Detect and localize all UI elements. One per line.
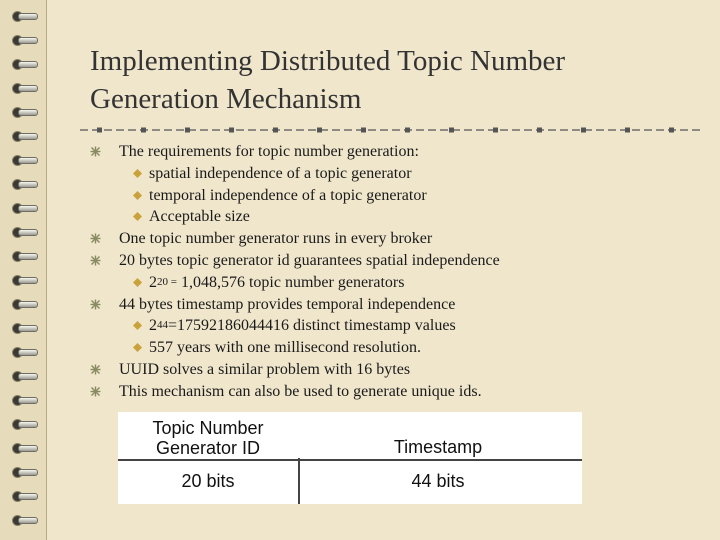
binding-ring-icon — [10, 152, 34, 168]
sub-bullet-text: Acceptable size — [149, 208, 250, 226]
binding-ring-icon — [10, 128, 34, 144]
slide-title-line-1: Implementing Distributed Topic Number — [90, 45, 566, 77]
sub-bullet-text: spatial independence of a topic generator — [149, 164, 412, 182]
sub-bullet-item — [90, 272, 700, 294]
asterisk-bullet-icon — [90, 233, 101, 244]
asterisk-bullet-icon — [90, 364, 101, 375]
bullet-item — [90, 228, 700, 250]
bullet-item — [90, 381, 700, 403]
asterisk-bullet-icon — [90, 299, 101, 310]
bullet-text: The requirements for topic number generation: — [119, 143, 419, 160]
diamond-bullet-icon — [133, 169, 142, 178]
diagram-horizontal-line — [118, 459, 582, 461]
bullet-text: 44 bytes timestamp provides temporal independence — [119, 295, 456, 313]
binding-ring-icon — [10, 296, 34, 312]
sub-bullet-item — [90, 315, 700, 337]
bullet-list — [90, 141, 700, 403]
dashed-divider — [80, 126, 700, 134]
bullet-text: 20 bytes topic generator id guarantees spatial independence — [119, 251, 500, 269]
bullet-item — [90, 359, 700, 381]
generator-id-header — [134, 418, 282, 458]
slide-title — [90, 42, 700, 118]
power-exponent: 44 — [157, 319, 168, 332]
slide-title-line-2: Generation Mechanism — [90, 83, 362, 115]
sub-bullet-item — [90, 185, 700, 207]
topic-number-layout-diagram — [118, 412, 582, 504]
bullet-item — [90, 250, 700, 272]
diamond-bullet-icon — [133, 343, 142, 352]
diamond-bullet-icon — [133, 212, 142, 221]
sub-bullet-text — [149, 317, 456, 334]
bullet-text: This mechanism can also be used to generate unique ids. — [119, 382, 482, 400]
power-rest: =17592186044416 distinct timestamp values — [168, 317, 456, 335]
binding-ring-icon — [10, 248, 34, 264]
binding-ring-icon — [10, 104, 34, 120]
binding-ring-icon — [10, 344, 34, 360]
binding-ring-icon — [10, 224, 34, 240]
diagram-vertical-line — [298, 458, 300, 504]
sub-bullet-text: 557 years with one millisecond resolution. — [149, 339, 421, 357]
asterisk-bullet-icon — [90, 386, 101, 397]
binding-ring-icon — [10, 320, 34, 336]
timestamp-bits: 44 bits — [411, 471, 465, 491]
binding-ring-icon — [10, 416, 34, 432]
diamond-bullet-icon — [133, 321, 142, 330]
bullet-text: UUID solves a similar problem with 16 bytes — [119, 360, 411, 378]
diamond-bullet-icon — [133, 278, 142, 287]
sub-bullet-item — [90, 206, 700, 228]
generator-id-header-line-1: Topic Number — [152, 418, 264, 438]
power-base: 2 — [149, 317, 157, 335]
diamond-bullet-icon — [133, 191, 142, 200]
binding-ring-icon — [10, 200, 34, 216]
binding-ring-icon — [10, 56, 34, 72]
generator-id-bits: 20 bits — [181, 471, 235, 491]
binding-ring-icon — [10, 512, 34, 528]
bullet-item — [90, 141, 700, 163]
binding-ring-icon — [10, 368, 34, 384]
sub-bullet-text: temporal independence of a topic generator — [149, 186, 427, 204]
power-base: 2 — [149, 273, 157, 291]
timestamp-header: Timestamp — [393, 437, 483, 457]
bullet-item — [90, 294, 700, 316]
power-exponent: 20 = — [157, 275, 177, 288]
binding-ring-icon — [10, 8, 34, 24]
binding-ring-icon — [10, 272, 34, 288]
generator-id-header-line-2: Generator ID — [155, 438, 261, 458]
bullet-text: One topic number generator runs in every broker — [119, 230, 433, 248]
binding-ring-icon — [10, 32, 34, 48]
binding-ring-icon — [10, 488, 34, 504]
binding-ring-icon — [10, 176, 34, 192]
sub-bullet-item — [90, 337, 700, 359]
power-rest: 1,048,576 topic number generators — [176, 273, 405, 291]
binding-ring-icon — [10, 464, 34, 480]
asterisk-bullet-icon — [90, 146, 101, 157]
sub-bullet-item — [90, 163, 700, 185]
binding-ring-icon — [10, 80, 34, 96]
binding-ring-icon — [10, 392, 34, 408]
sub-bullet-text — [149, 274, 404, 291]
spiral-binding — [0, 0, 47, 540]
asterisk-bullet-icon — [90, 255, 101, 266]
binding-ring-icon — [10, 440, 34, 456]
